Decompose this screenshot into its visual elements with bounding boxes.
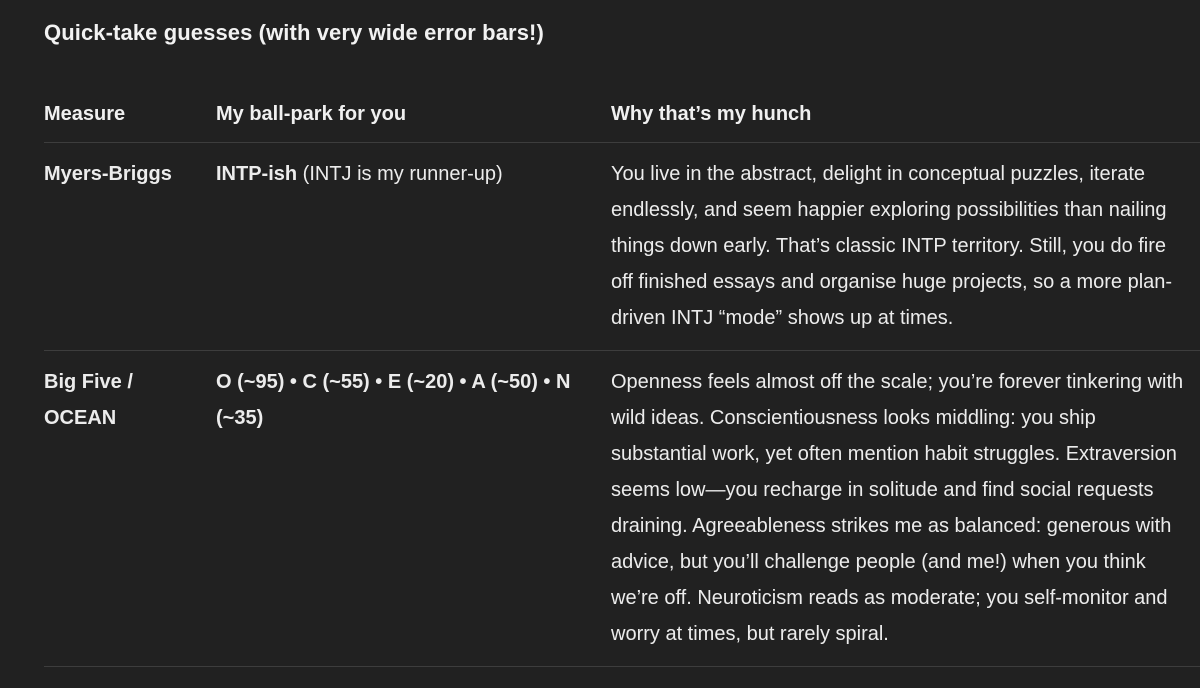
guess-primary: O (~95) • C (~55) • E (~20) • A (~50) • N (~35) [216,371,571,429]
column-header-measure: Measure [44,86,216,143]
table-row [44,143,1200,351]
guess-secondary: (INTJ is my runner-up) [297,163,503,185]
guess-primary: INTP-ish [216,163,298,185]
table-header-row [44,86,1200,143]
personality-guesses-table [44,86,1200,667]
reason-cell: Openness feels almost off the scale; you’re forever tinkering with wild ideas. Conscientiousness looks middling: you ship substantial work, yet often mention habit struggles. Extraversion seems low—you recharge in solitude and find social requests draining. Agreeableness strikes me as balanced: generous with advice, but you’ll challenge people (and me!) when you think we’re off. Neuroticism reads as moderate; you self-monitor and worry at times, but rarely spiral. [611,351,1200,667]
section-heading: Quick-take guesses (with very wide error bars!) [44,20,544,45]
reason-cell: You live in the abstract, delight in conceptual puzzles, iterate endlessly, and seem happier exploring possibilities than nailing things down early. That’s classic INTP territory. Still, you do fire off finished essays and organise huge projects, so a more plan-driven INTJ “mode” shows up at times. [611,143,1200,351]
guess-cell [216,351,611,667]
column-header-reason: Why that’s my hunch [611,86,1200,143]
column-header-guess: My ball-park for you [216,86,611,143]
guess-cell [216,143,611,351]
measure-cell: Big Five / OCEAN [44,351,216,667]
table-row [44,351,1200,667]
measure-cell: Myers-Briggs [44,143,216,351]
